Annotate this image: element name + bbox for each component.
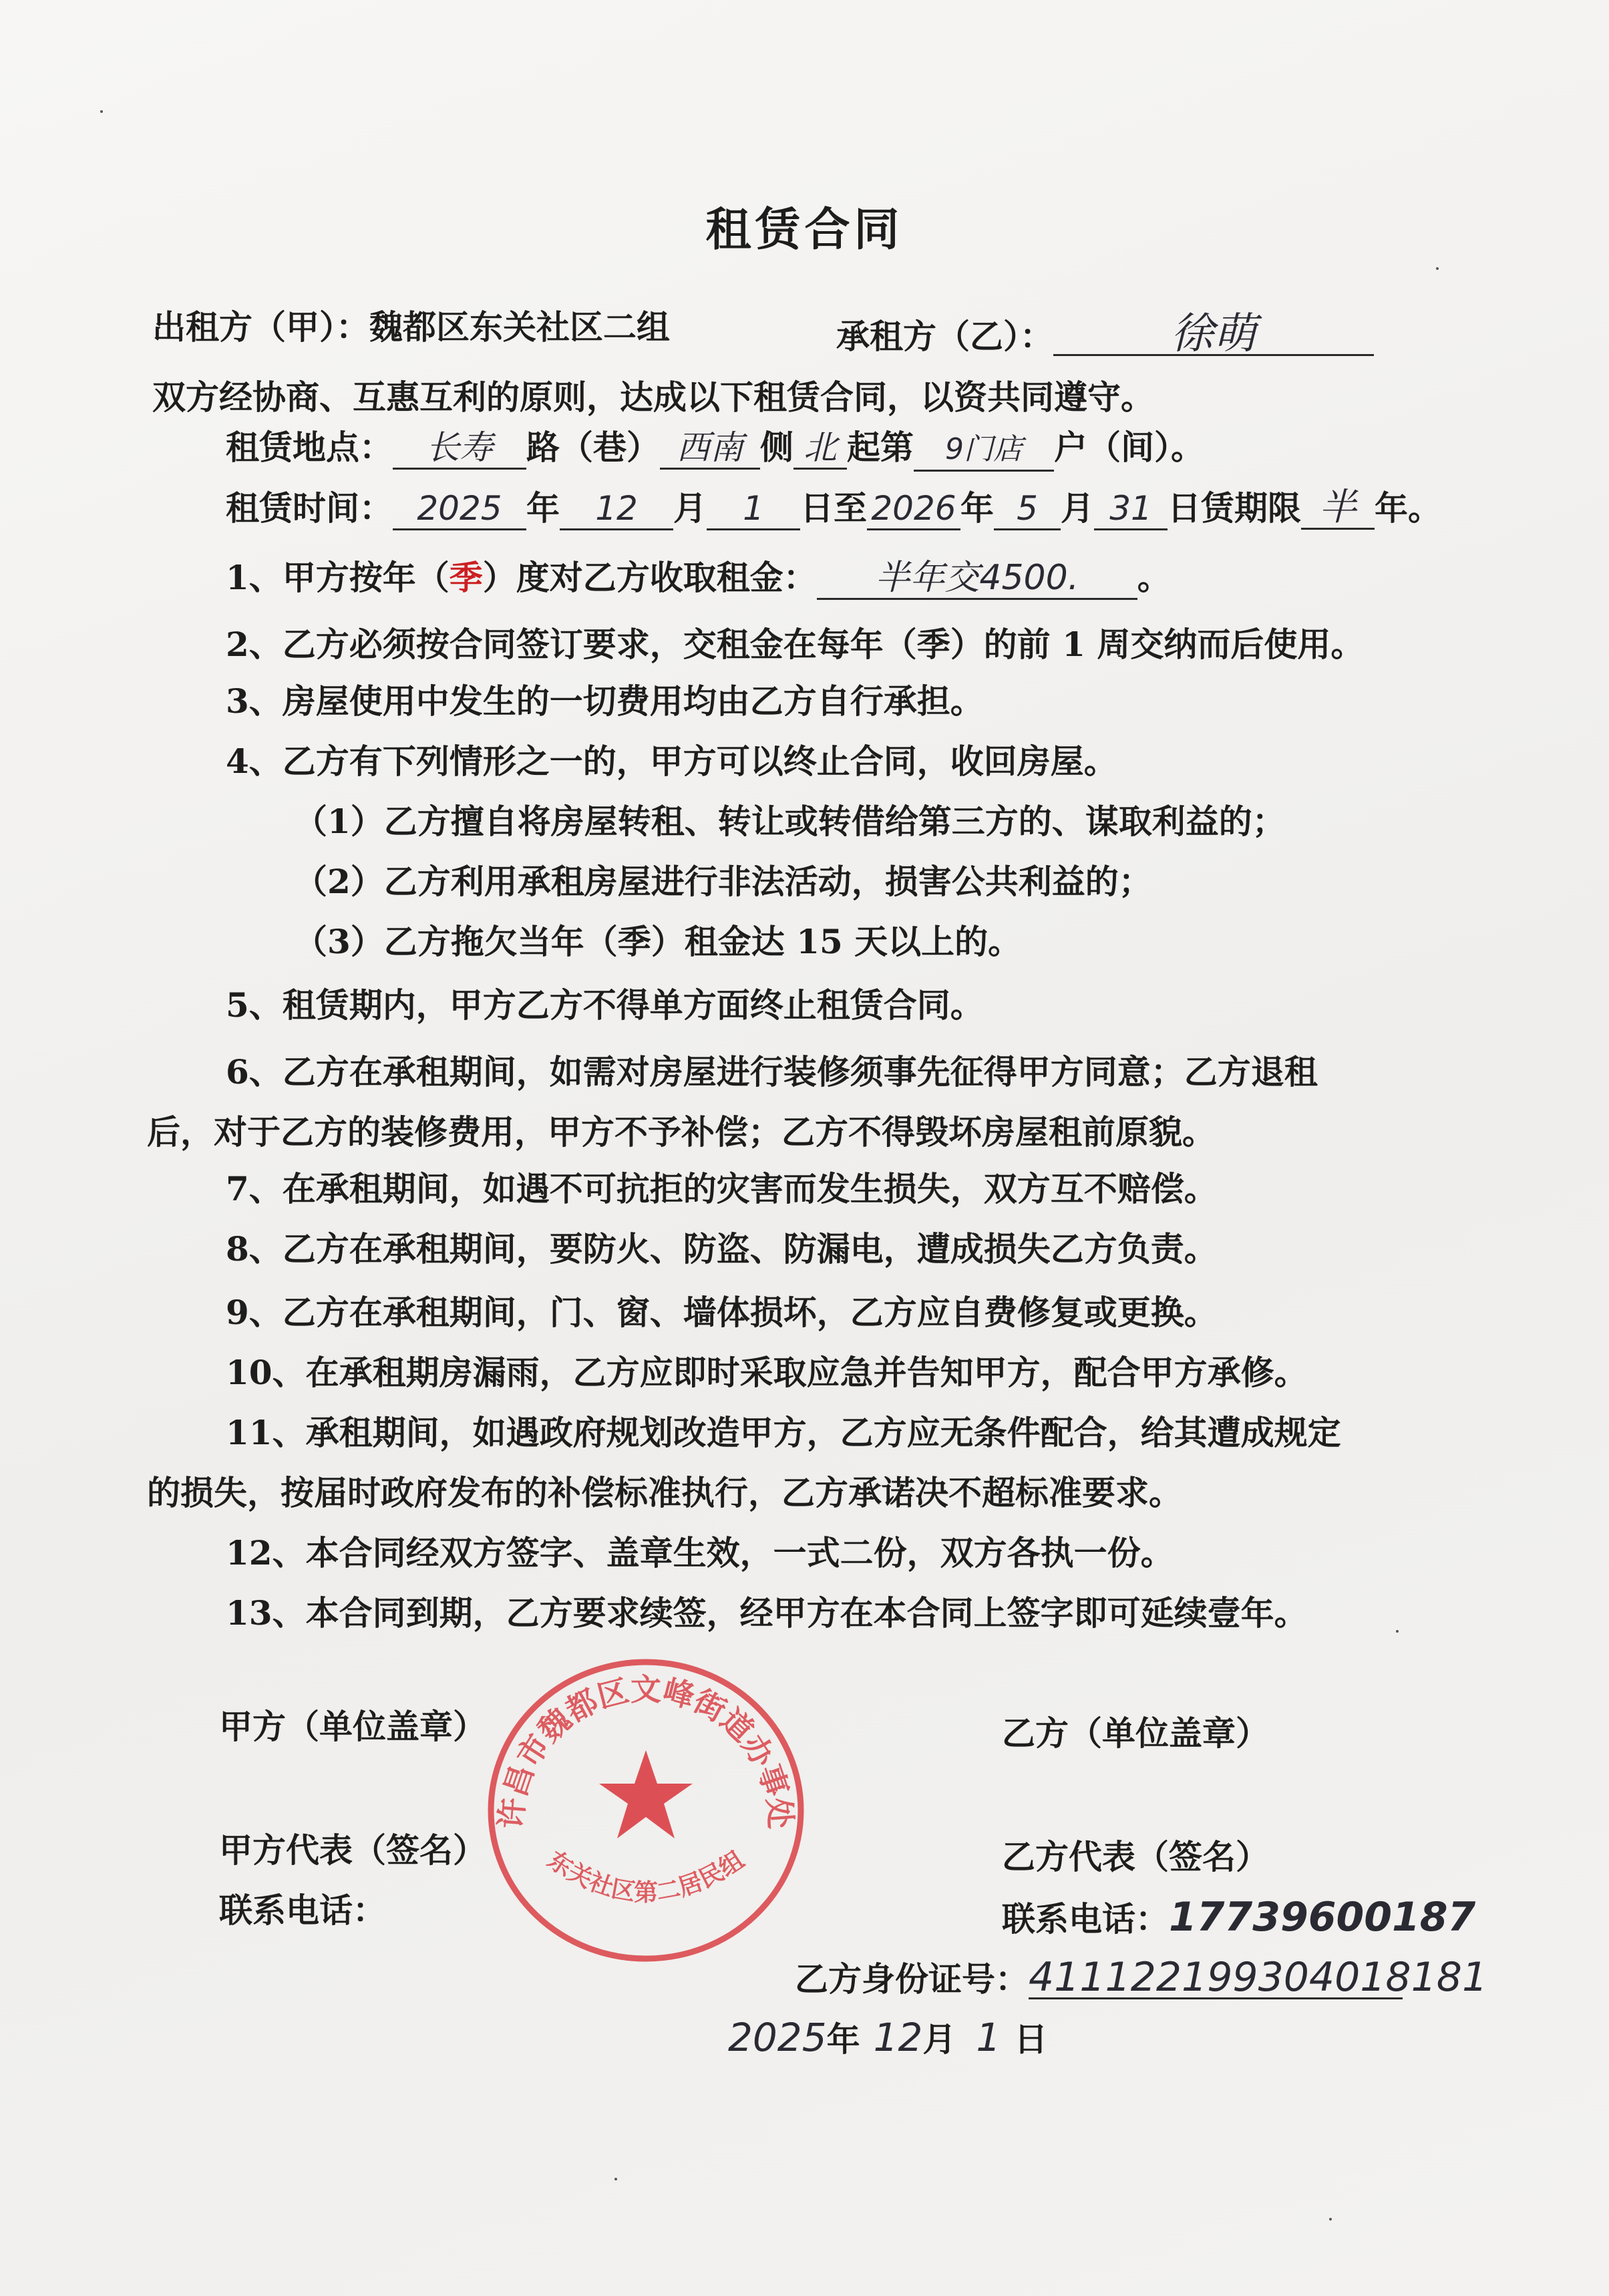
document-title: 租赁合同 xyxy=(705,203,904,257)
party-b-phone-line xyxy=(1002,1894,1476,1941)
clause-6-line-2: 后，对于乙方的装修费用，甲方不予补偿；乙方不得毁坏房屋租前原貌。 xyxy=(147,1112,1216,1152)
date-day: 1 xyxy=(976,2015,1001,2060)
party-a-rep-label: 甲方代表（签名） xyxy=(219,1830,486,1870)
clause-1-suffix: 。 xyxy=(1137,558,1171,597)
scan-speck xyxy=(1329,2218,1332,2221)
location-direction: 北 xyxy=(793,428,847,470)
period-start-day: 1 xyxy=(707,488,800,530)
location-label: 租赁地点： xyxy=(226,428,393,467)
clause-1-crossed: 季 xyxy=(449,558,483,597)
lessor-line xyxy=(152,307,670,347)
clause-13: 13、本合同到期，乙方要求续签，经甲方在本合同上签字即可延续壹年。 xyxy=(226,1593,1308,1633)
clause-3: 3、房屋使用中发生的一切费用均由乙方自行承担。 xyxy=(226,681,984,721)
id-number-handwritten: 411122199304018181 xyxy=(1029,1954,1488,2001)
seal-star-icon xyxy=(599,1750,693,1838)
seal-inner-text: 东关社区第二居民组 xyxy=(542,1845,749,1907)
signing-date xyxy=(728,2017,1047,2060)
date-d: 日 xyxy=(1014,2019,1048,2059)
location-unit-suffix: 户（间）。 xyxy=(1054,428,1204,467)
scan-speck xyxy=(614,2178,617,2180)
period-y1: 年 xyxy=(526,488,560,528)
intro-text: 双方经协商、互惠互利的原则，达成以下租赁合同，以资共同遵守。 xyxy=(152,377,1154,417)
lessor-name: 魏都区东关社区二组 xyxy=(369,307,670,347)
official-seal xyxy=(476,1650,816,1971)
period-end-day: 31 xyxy=(1094,488,1168,530)
date-m: 月 xyxy=(922,2019,956,2059)
period-label: 租赁时间： xyxy=(226,488,393,528)
party-a-phone-label: 联系电话： xyxy=(219,1891,386,1930)
clause-11-line-1: 11、承租期间，如遇政府规划改造甲方，乙方应无条件配合，给其遭成规定 xyxy=(226,1413,1341,1452)
location-road: 长寿 xyxy=(393,428,526,470)
clause-10: 10、在承租期房漏雨，乙方应即时采取应急并告知甲方，配合甲方承修。 xyxy=(226,1353,1308,1392)
clause-1-amount-handwritten: 半年交4500. xyxy=(817,558,1137,600)
party-b-phone-handwritten: 17739600187 xyxy=(1169,1894,1476,1941)
period-y2: 年 xyxy=(960,488,994,528)
period-start-month: 12 xyxy=(560,488,673,530)
period-m1: 月 xyxy=(673,488,707,528)
location-side: 西南 xyxy=(660,428,760,470)
party-b-rep-label: 乙方代表（签名） xyxy=(1002,1837,1269,1876)
location-start-suffix: 起第 xyxy=(847,428,914,467)
location-line xyxy=(226,428,1204,472)
clause-1 xyxy=(226,558,1171,600)
clause-11-line-2: 的损失，按届时政府发布的补偿标准执行，乙方承诺决不超标准要求。 xyxy=(147,1473,1182,1512)
date-year: 2025 xyxy=(728,2015,827,2060)
seal-outer-text: 许昌市魏都区文峰街道办事处 xyxy=(492,1671,799,1830)
clause-2: 2、乙方必须按合同签订要求，交租金在每年（季）的前 1 周交纳而后使用。 xyxy=(226,625,1365,664)
id-number-label: 乙方身份证号： xyxy=(795,1959,1029,1999)
clause-9: 9、乙方在承租期间，门、窗、墙体损坏，乙方应自费修复或更换。 xyxy=(226,1293,1218,1332)
period-end-year: 2026 xyxy=(867,488,960,530)
id-number-line xyxy=(795,1954,1488,2001)
party-b-phone-label: 联系电话： xyxy=(1002,1899,1169,1939)
clause-4-item-1: （1）乙方擅自将房屋转租、转让或转借给第三方的、谋取利益的； xyxy=(294,802,1286,841)
period-m2: 月 xyxy=(1061,488,1094,528)
scan-speck xyxy=(100,110,103,113)
scan-speck xyxy=(1436,267,1439,270)
location-side-suffix: 侧 xyxy=(760,428,793,467)
clause-4-item-2: （2）乙方利用承租房屋进行非法活动，损害公共利益的； xyxy=(294,862,1152,901)
clause-6-line-1: 6、乙方在承租期间，如需对房屋进行装修须事先征得甲方同意；乙方退租 xyxy=(226,1052,1318,1092)
location-road-suffix: 路（巷） xyxy=(526,428,660,467)
clause-4: 4、乙方有下列情形之一的，甲方可以终止合同，收回房屋。 xyxy=(226,742,1117,781)
clause-4-item-3: （3）乙方拖欠当年（季）租金达 15 天以上的。 xyxy=(294,922,1022,961)
period-term: 半 xyxy=(1301,488,1375,530)
clause-12: 12、本合同经双方签字、盖章生效，一式二份，双方各执一份。 xyxy=(226,1533,1174,1573)
party-b-seal-label: 乙方（单位盖章） xyxy=(1002,1713,1269,1753)
lessee-name-handwritten: 徐萌 xyxy=(1053,314,1374,356)
lessee-line xyxy=(836,309,1374,359)
clause-8: 8、乙方在承租期间，要防火、防盗、防漏电，遭成损失乙方负责。 xyxy=(226,1229,1218,1269)
period-end-month: 5 xyxy=(994,488,1061,530)
clause-5: 5、租赁期内，甲方乙方不得单方面终止租赁合同。 xyxy=(226,985,984,1025)
party-a-seal-label: 甲方（单位盖章） xyxy=(219,1707,486,1746)
clause-1-mid: ）度对乙方收取租金： xyxy=(482,558,817,597)
clause-7: 7、在承租期间，如遇不可抗拒的灾害而发生损失，双方互不赔偿。 xyxy=(226,1169,1218,1208)
period-d2: 日赁期限 xyxy=(1168,488,1301,528)
lessee-label: 承租方（乙）： xyxy=(836,317,1053,356)
date-y: 年 xyxy=(826,2019,860,2059)
scan-speck xyxy=(1396,1630,1399,1633)
period-line xyxy=(226,488,1441,530)
clause-1-prefix: 1、甲方按年（ xyxy=(226,558,450,597)
period-unit: 年。 xyxy=(1375,488,1441,528)
period-start-year: 2025 xyxy=(393,488,526,530)
date-month: 12 xyxy=(873,2015,923,2060)
period-d1: 日至 xyxy=(800,488,867,528)
location-unit: 9门店 xyxy=(914,430,1054,472)
lessor-label: 出租方（甲）： xyxy=(152,307,369,347)
